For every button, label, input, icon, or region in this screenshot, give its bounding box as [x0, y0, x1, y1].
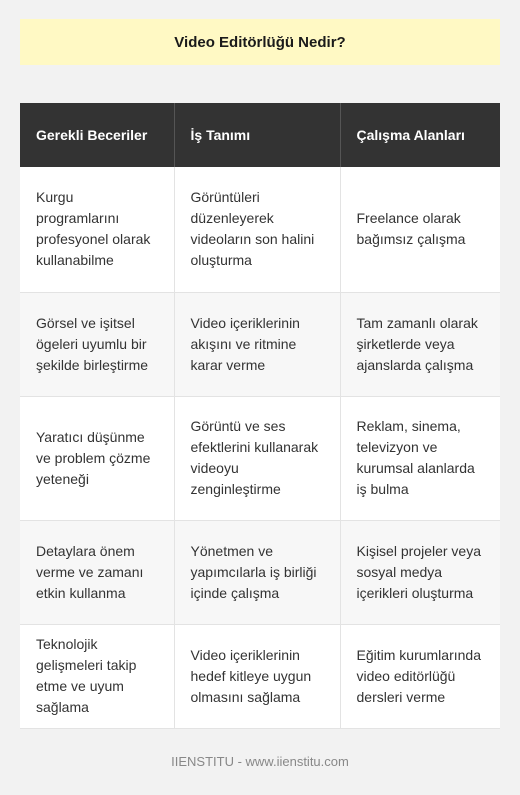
column-header-work-areas: Çalışma Alanları — [340, 103, 500, 167]
table-row — [20, 624, 500, 728]
info-table — [20, 103, 500, 729]
table-cell: Yaratıcı düşünme ve problem çözme yeteneği — [20, 396, 174, 520]
table-cell: Görüntüleri düzenleyerek videoların son halini oluşturma — [174, 167, 340, 292]
page-title: Video Editörlüğü Nedir? — [20, 19, 500, 65]
table-header-row — [20, 103, 500, 167]
table-cell: Reklam, sinema, televizyon ve kurumsal alanlarda iş bulma — [340, 396, 500, 520]
table-cell: Yönetmen ve yapımcılarla iş birliği içinde çalışma — [174, 520, 340, 624]
table-cell: Görüntü ve ses efektlerini kullanarak videoyu zenginleştirme — [174, 396, 340, 520]
table-cell: Teknolojik gelişmeleri takip etme ve uyum sağlama — [20, 624, 174, 728]
column-header-skills: Gerekli Beceriler — [20, 103, 174, 167]
table-cell: Detaylara önem verme ve zamanı etkin kullanma — [20, 520, 174, 624]
table-cell: Görsel ve işitsel ögeleri uyumlu bir şekilde birleştirme — [20, 292, 174, 396]
table-cell: Tam zamanlı olarak şirketlerde veya ajanslarda çalışma — [340, 292, 500, 396]
table-row — [20, 292, 500, 396]
footer-source: IIENSTITU - www.iienstitu.com — [171, 754, 349, 769]
table-cell: Video içeriklerinin hedef kitleye uygun olmasını sağlama — [174, 624, 340, 728]
table-row — [20, 396, 500, 520]
table-row — [20, 520, 500, 624]
table-cell: Kişisel projeler veya sosyal medya içerikleri oluşturma — [340, 520, 500, 624]
table-cell: Freelance olarak bağımsız çalışma — [340, 167, 500, 292]
table-cell: Kurgu programlarını profesyonel olarak kullanabilme — [20, 167, 174, 292]
table-cell: Eğitim kurumlarında video editörlüğü dersleri verme — [340, 624, 500, 728]
table-cell: Video içeriklerinin akışını ve ritmine karar verme — [174, 292, 340, 396]
column-header-job-description: İş Tanımı — [174, 103, 340, 167]
table-row — [20, 167, 500, 292]
